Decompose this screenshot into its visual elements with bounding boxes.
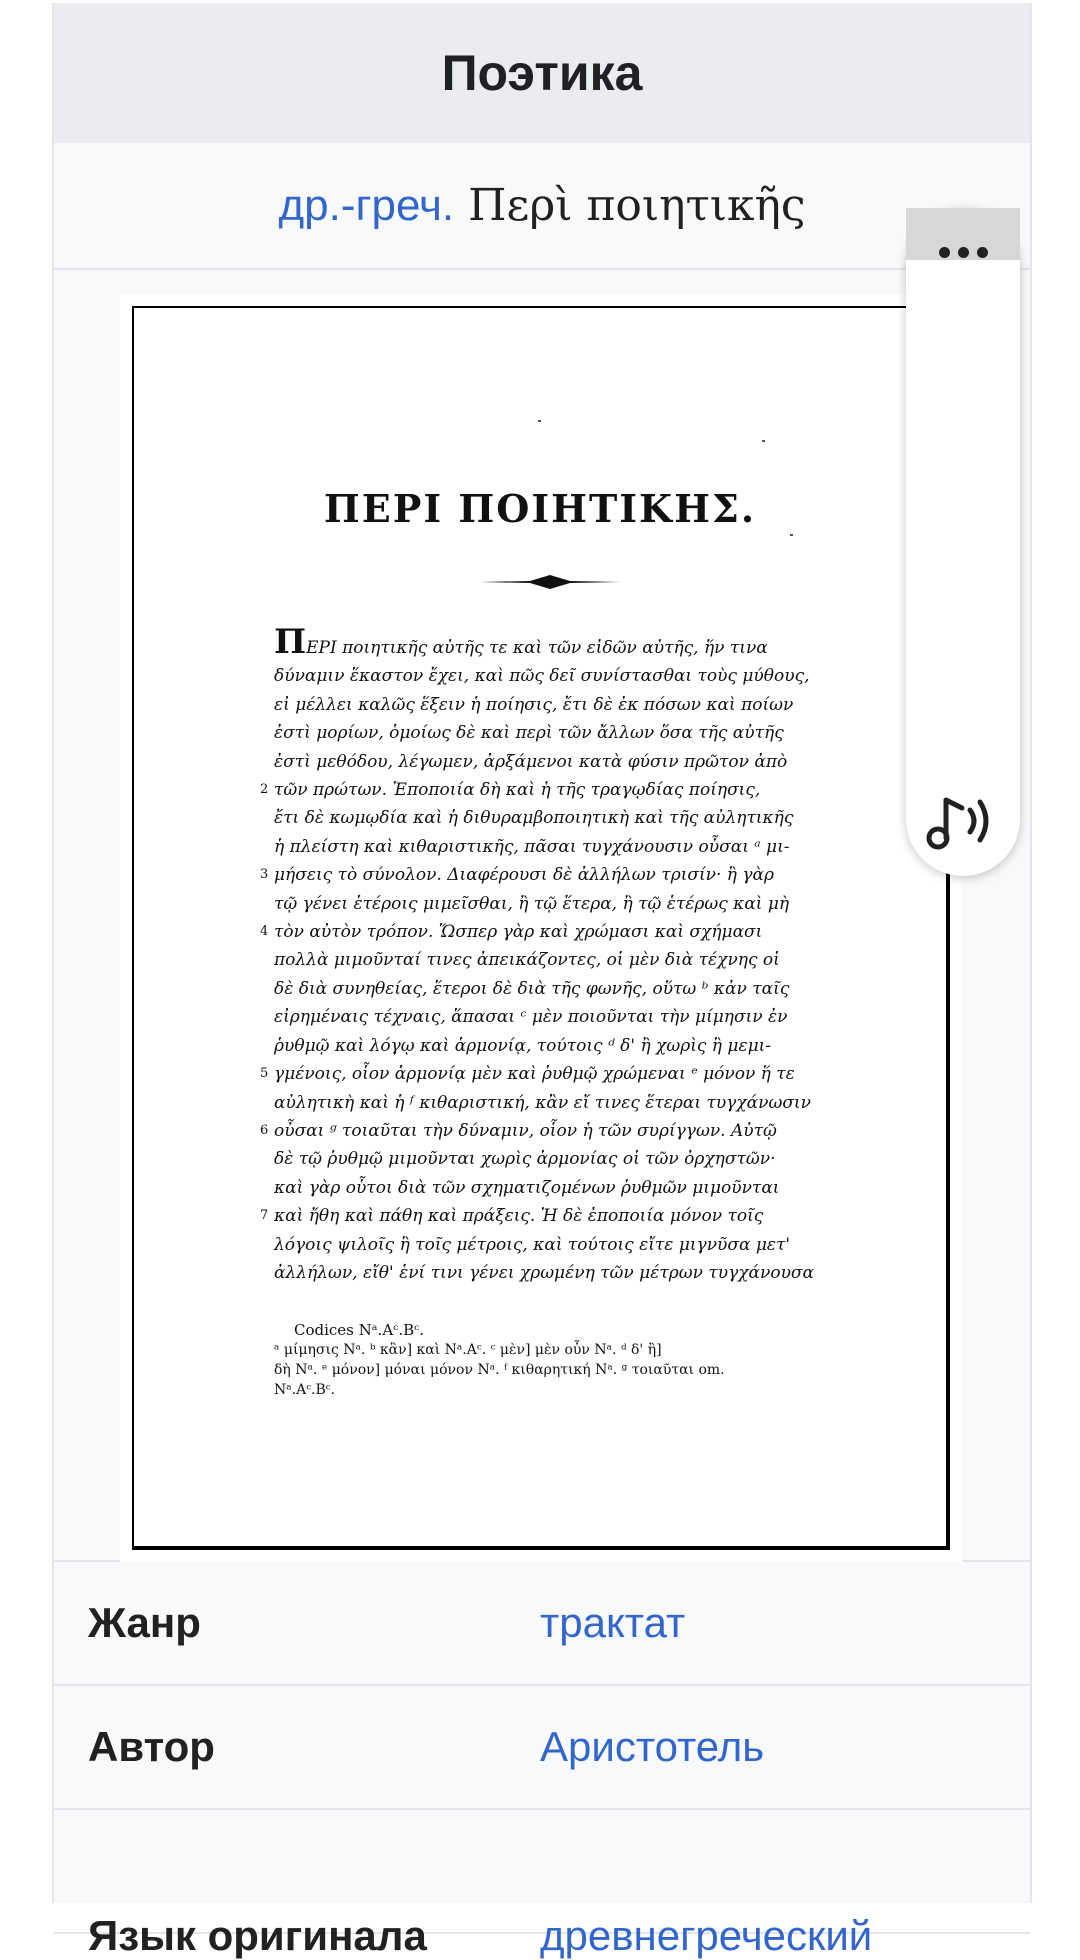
margin-number: 2 bbox=[260, 782, 269, 798]
infobox-row-genre bbox=[54, 1562, 1030, 1686]
original-title: Περὶ ποιητικῆς bbox=[468, 180, 806, 231]
text-line: ῥυθμῷ καὶ λόγῳ καὶ ἁρμονίᾳ, τούτοις ᵈ δ' ἢ χωρὶς ἢ μεμι- bbox=[274, 1035, 772, 1056]
codices-line: Codices Nᵃ.Aᶜ.Bᶜ. bbox=[294, 1321, 425, 1339]
margin-number: 4 bbox=[260, 924, 269, 940]
drop-cap: Π bbox=[274, 622, 307, 662]
footnote-line: ᵃ μίμησις Nᵃ. ᵇ κἂν] καὶ Nᵃ.Aᶜ. ᶜ μὲν] μὲν οὖν Nᵃ. ᵈ δ' ἢ] bbox=[274, 1342, 662, 1358]
margin-number: 5 bbox=[260, 1066, 269, 1082]
text-line: ἔτι δὲ κωμῳδία καὶ ἡ διθυραμβοποιητικὴ καὶ τῆς αὐλητικῆς bbox=[274, 808, 794, 829]
text-line: τῷ γένει ἑτέροις μιμεῖσθαι, ἢ τῷ ἕτερα, ἢ τῷ ἑτέρως καὶ μὴ bbox=[274, 893, 790, 914]
margin-number: 7 bbox=[260, 1208, 269, 1224]
text-line: δὲ τῷ ῥυθμῷ μιμοῦνται χωρὶς ἁρμονίας οἱ τῶν ὀρχηστῶν· bbox=[274, 1149, 776, 1170]
row-label: Автор bbox=[88, 1723, 215, 1770]
more-dots-icon[interactable] bbox=[906, 232, 1020, 272]
original-title-row bbox=[54, 143, 1030, 270]
ornament-rule-icon bbox=[480, 572, 620, 592]
page-body-text bbox=[260, 622, 822, 1287]
listen-audio-icon[interactable] bbox=[926, 788, 1000, 854]
language-link[interactable]: др.-греч. bbox=[278, 180, 455, 230]
book-page-image[interactable] bbox=[120, 294, 962, 1562]
infobox-row-language bbox=[54, 1810, 1030, 1959]
footnote-line: δὴ Nᵃ. ᵉ μόνον] μόναι μόνον Nᵃ. ᶠ κιθαρητική Nᵃ. ᵍ τοιαῦται om. bbox=[274, 1362, 725, 1378]
book-page bbox=[132, 306, 950, 1550]
text-line: πολλὰ μιμοῦνταί τινες ἀπεικάζοντες, οἱ μὲν διὰ τέχνης οἱ bbox=[274, 950, 780, 971]
text-line: δύναμιν ἕκαστον ἔχει, καὶ πῶς δεῖ συνίστασθαι τοὺς μύθους, bbox=[274, 666, 810, 687]
margin-number: 6 bbox=[260, 1122, 269, 1138]
text-line: 4 τὸν αὐτὸν τρόπον. Ὥσπερ γὰρ καὶ χρώμασι καὶ σχήμασι bbox=[274, 918, 822, 946]
text-line: αὐλητικὴ καὶ ἡ ᶠ κιθαριστική, κἂν εἴ τινες ἕτεραι τυγχάνωσιν bbox=[274, 1092, 811, 1113]
infobox bbox=[52, 3, 1032, 1959]
text-line: δὲ διὰ συνηθείας, ἕτεροι δὲ διὰ τῆς φωνῆς, οὕτω ᵇ κἀν ταῖς bbox=[274, 978, 790, 999]
infobox-image-cell bbox=[54, 270, 1030, 1562]
text-line: καὶ γὰρ οὗτοι διὰ τῶν σχηματιζομένων ῥυθμῶν μιμοῦνται bbox=[274, 1177, 780, 1198]
text-line: ἀλλήλων, εἴθ' ἑνί τινι γένει χρωμένη τῶν μέτρων τυγχάνουσα bbox=[274, 1262, 814, 1283]
text-line: 2 τῶν πρώτων. Ἐποποιία δὴ καὶ ἡ τῆς τραγῳδίας ποίησις, bbox=[274, 776, 822, 804]
text-line: εἰρημέναις τέχναις, ἅπασαι ᶜ μὲν ποιοῦνται τὴν μίμησιν ἐν bbox=[274, 1007, 788, 1028]
language-value-link[interactable]: древнегреческий bbox=[540, 1912, 873, 1959]
row-label: Язык оригинала bbox=[88, 1912, 427, 1959]
author-link[interactable]: Аристотель bbox=[540, 1723, 765, 1770]
page-footnotes bbox=[274, 1320, 822, 1400]
infobox-row-author bbox=[54, 1686, 1030, 1810]
text-line: 3 μήσεις τὸ σύνολον. Διαφέρουσι δὲ ἀλλήλων τρισίν· ἢ γὰρ bbox=[274, 861, 822, 889]
text-line: λόγοις ψιλοῖς ἢ τοῖς μέτροις, καὶ τούτοις εἴτε μιγνῦσα μετ' bbox=[274, 1234, 791, 1255]
text-line: ἐστὶ μεθόδου, λέγωμεν, ἀρξάμενοι κατὰ φύσιν πρῶτον ἀπὸ bbox=[274, 751, 788, 772]
footnote-line: Nᵃ.Aᶜ.Bᶜ. bbox=[274, 1382, 336, 1398]
page-heading: ΠΕΡΙ ΠΟΙΗΤΙΚΗΣ. bbox=[323, 486, 757, 531]
text-line: 6 οὖσαι ᵍ τοιαῦται τὴν δύναμιν, οἷον ἡ τῶν συρίγγων. Αὐτῷ bbox=[274, 1117, 822, 1145]
margin-number: 3 bbox=[260, 867, 269, 883]
text-line: 5 γμένοις, οἷον ἁρμονίᾳ μὲν καὶ ῥυθμῷ χρώμεναι ᵉ μόνον ἥ τε bbox=[274, 1060, 822, 1088]
text-line: εἰ μέλλει καλῶς ἕξειν ἡ ποίησις, ἔτι δὲ ἐκ πόσων καὶ ποίων bbox=[274, 694, 794, 715]
genre-link[interactable]: трактат bbox=[540, 1599, 686, 1646]
floating-action-panel bbox=[906, 208, 1020, 876]
row-label: Жанр bbox=[88, 1599, 201, 1646]
text-line: 7 καὶ ἤθη καὶ πάθη καὶ πράξεις. Ἡ δὲ ἐποποιία μόνον τοῖς bbox=[274, 1202, 822, 1230]
text-line: ΠΕΡΙ ποιητικῆς αὐτῆς τε καὶ τῶν εἰδῶν αὐτῆς, ἥν τινα bbox=[274, 622, 768, 662]
infobox-title: Поэтика bbox=[54, 3, 1030, 143]
text-line: ἡ πλείστη καὶ κιθαριστικῆς, πᾶσαι τυγχάνουσιν οὖσαι ᵃ μι- bbox=[274, 836, 790, 857]
text-line: ἐστὶ μορίων, ὁμοίως δὲ καὶ περὶ τῶν ἄλλων ὅσα τῆς αὐτῆς bbox=[274, 723, 784, 744]
